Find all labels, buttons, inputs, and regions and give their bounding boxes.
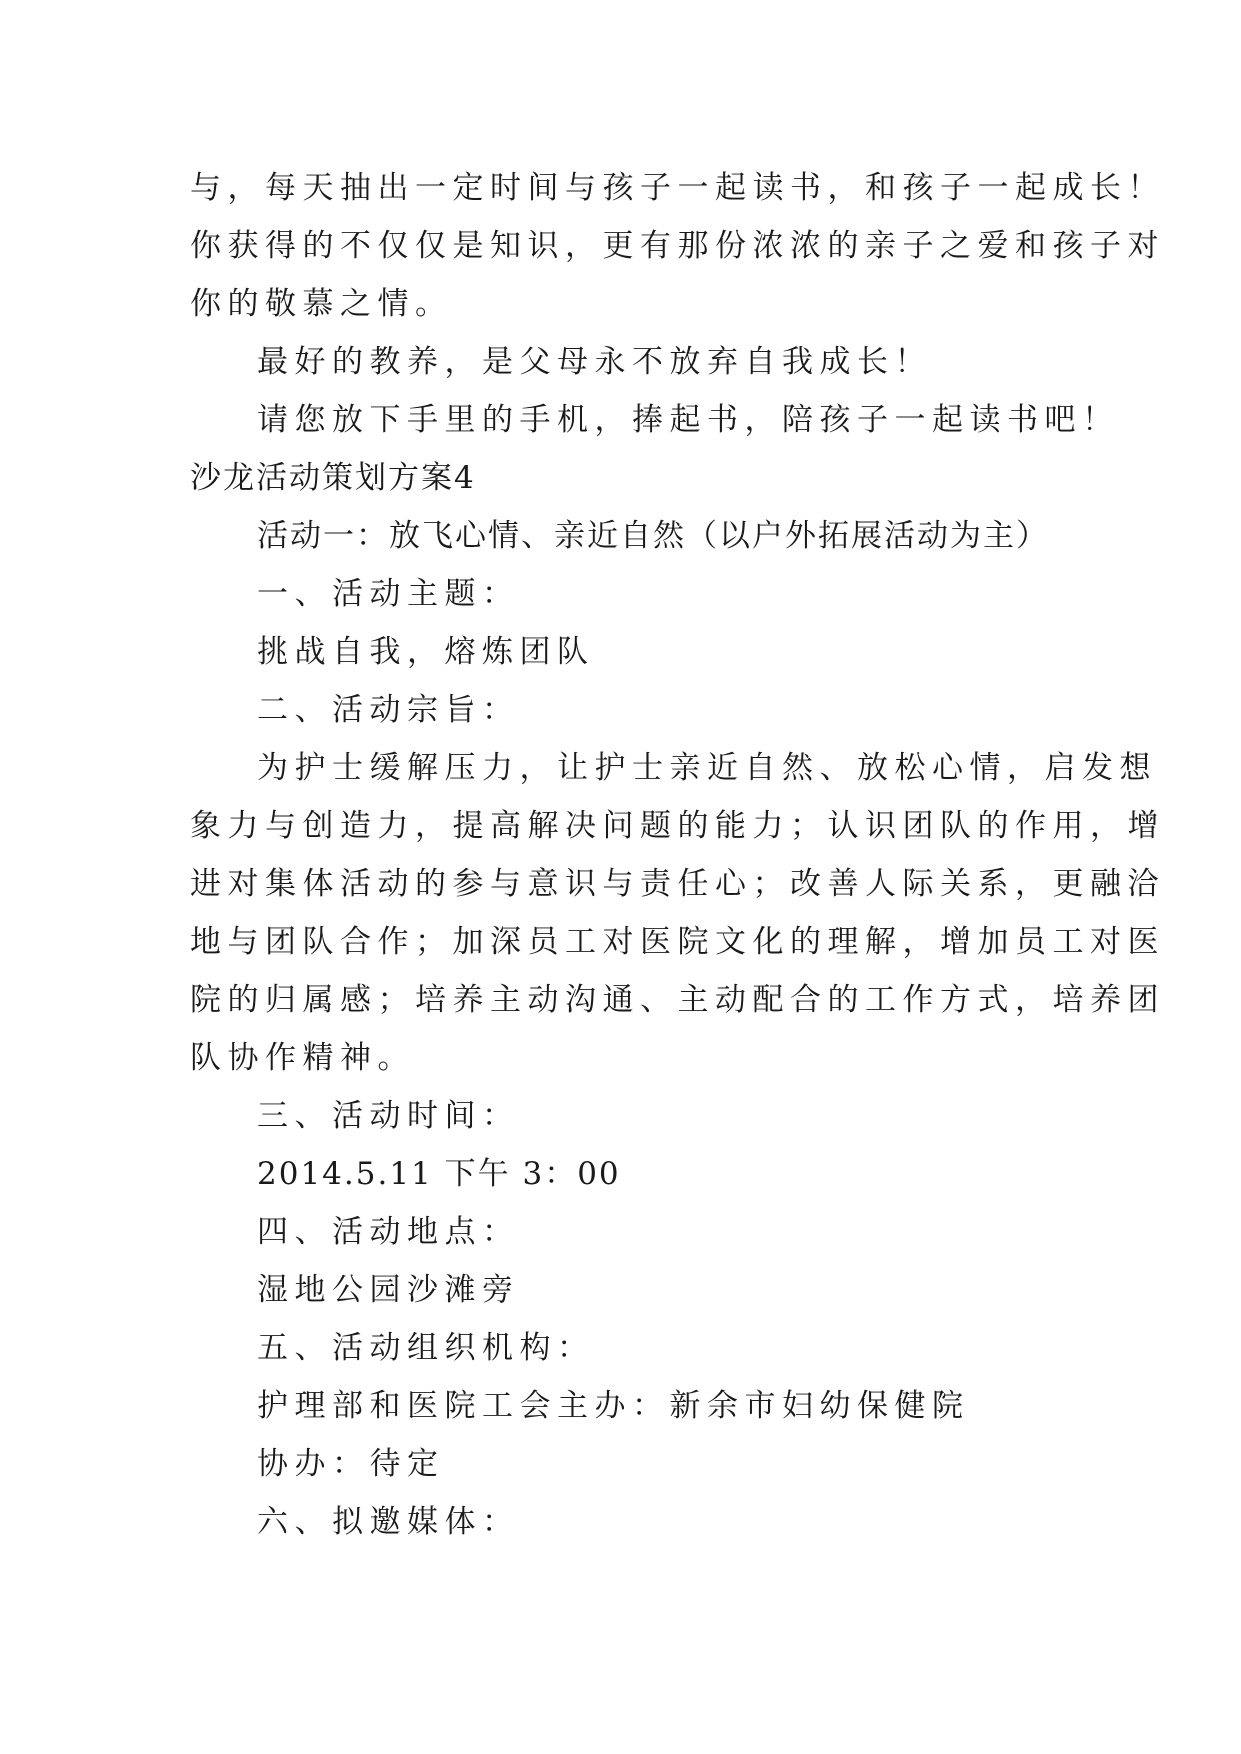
paragraph-line: 最好的教养，是父母永不放弃自我成长！ [257,344,932,380]
paragraph-line: 2014.5.11 下午 3：00 [257,1156,621,1192]
paragraph-line: 象力与创造力，提高解决问题的能力；认识团队的作用，增 [190,808,1165,844]
paragraph-line: 你的敬慕之情。 [190,286,453,322]
paragraph-line: 队协作精神。 [190,1040,415,1076]
paragraph-line: 请您放下手里的手机，捧起书，陪孩子一起读书吧！ [257,402,1120,438]
paragraph-line: 地与团队合作；加深员工对医院文化的理解，增加员工对医 [190,924,1165,960]
section-heading: 五、活动组织机构： [257,1330,595,1366]
activity-heading: 活动一：放飞心情、亲近自然（以户外拓展活动为主） [257,518,1049,554]
section-heading: 三、活动时间： [257,1098,520,1134]
section-heading: 二、活动宗旨： [257,692,520,728]
section-title: 沙龙活动策划方案4 [190,460,476,496]
paragraph-line: 院的归属感；培养主动沟通、主动配合的工作方式，培养团 [190,982,1165,1018]
section-heading: 四、活动地点： [257,1214,520,1250]
section-heading: 一、活动主题： [257,576,520,612]
paragraph-line: 湿地公园沙滩旁 [257,1272,520,1308]
paragraph-line: 协办：待定 [257,1446,445,1482]
section-heading: 六、拟邀媒体： [257,1504,520,1540]
paragraph-line: 进对集体活动的参与意识与责任心；改善人际关系，更融洽 [190,866,1165,902]
paragraph-line: 与，每天抽出一定时间与孩子一起读书，和孩子一起成长！ [190,170,1165,206]
paragraph-line: 护理部和医院工会主办：新余市妇幼保健院 [257,1388,970,1424]
paragraph-line: 为护士缓解压力，让护士亲近自然、放松心情，启发想 [257,750,1157,786]
paragraph-line: 你获得的不仅仅是知识，更有那份浓浓的亲子之爱和孩子对 [190,228,1165,264]
paragraph-line: 挑战自我，熔炼团队 [257,634,595,670]
